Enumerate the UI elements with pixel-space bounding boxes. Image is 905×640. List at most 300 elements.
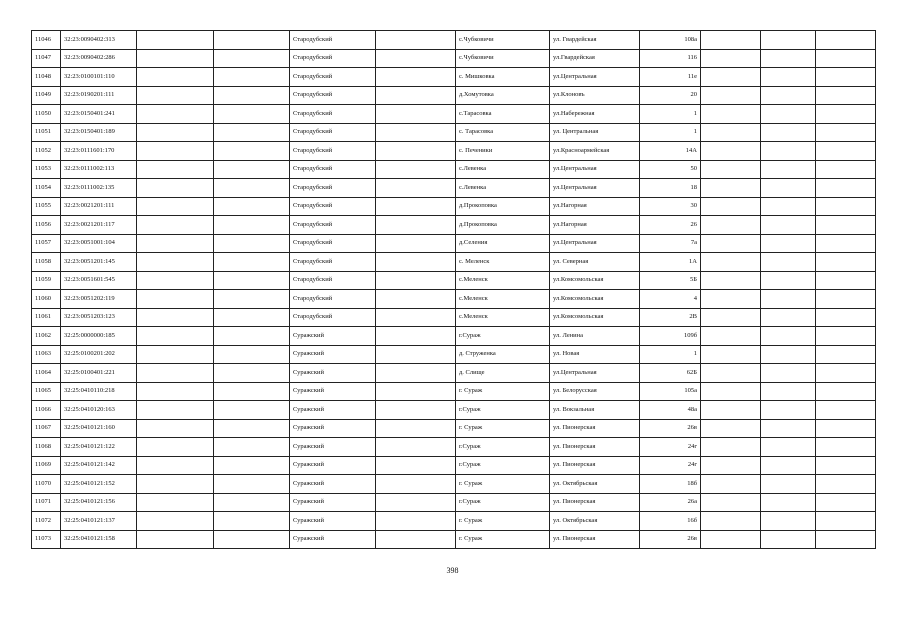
blank-cell-cell xyxy=(816,382,876,401)
blank-cell-cell xyxy=(376,327,456,346)
blank-cell-cell xyxy=(816,105,876,124)
house-number-cell: 109б xyxy=(640,327,701,346)
blank-cell-cell xyxy=(701,234,761,253)
blank-cell-cell xyxy=(214,382,290,401)
cadastral-number-cell: 32:23:0111601:170 xyxy=(61,142,137,161)
cadastral-number-cell: 32:23:0150401:241 xyxy=(61,105,137,124)
table-row xyxy=(32,456,876,475)
blank-cell-cell xyxy=(137,493,214,512)
house-number-cell: 105а xyxy=(640,382,701,401)
blank-cell-cell xyxy=(816,179,876,198)
blank-cell-cell xyxy=(376,382,456,401)
table-row xyxy=(32,308,876,327)
cadastral-number-cell: 32:25:0410121:142 xyxy=(61,456,137,475)
blank-cell-cell xyxy=(376,197,456,216)
blank-cell-cell xyxy=(761,68,816,87)
blank-cell-cell xyxy=(376,364,456,383)
blank-cell-cell xyxy=(137,530,214,549)
blank-cell-cell xyxy=(816,493,876,512)
blank-cell-cell xyxy=(761,31,816,50)
row-number-cell: 11056 xyxy=(32,216,61,235)
street-cell: ул.Центральная xyxy=(550,364,640,383)
table-row xyxy=(32,197,876,216)
table-row xyxy=(32,216,876,235)
blank-cell-cell xyxy=(376,68,456,87)
blank-cell-cell xyxy=(137,49,214,68)
blank-cell-cell xyxy=(761,253,816,272)
settlement-cell: с.Чубковичи xyxy=(456,49,550,68)
blank-cell-cell xyxy=(701,253,761,272)
cadastral-number-cell: 32:23:0021201:111 xyxy=(61,197,137,216)
cadastral-number-cell: 32:25:0410121:160 xyxy=(61,419,137,438)
blank-cell-cell xyxy=(816,419,876,438)
blank-cell-cell xyxy=(137,68,214,87)
blank-cell-cell xyxy=(214,456,290,475)
house-number-cell: 1 xyxy=(640,123,701,142)
row-number-cell: 11069 xyxy=(32,456,61,475)
district-cell: Стародубский xyxy=(290,308,376,327)
row-number-cell: 11067 xyxy=(32,419,61,438)
blank-cell-cell xyxy=(137,160,214,179)
table-row xyxy=(32,475,876,494)
house-number-cell: 2В xyxy=(640,308,701,327)
blank-cell-cell xyxy=(816,86,876,105)
district-cell: Стародубский xyxy=(290,68,376,87)
cadastral-number-cell: 32:25:0410121:152 xyxy=(61,475,137,494)
blank-cell-cell xyxy=(701,271,761,290)
table-row xyxy=(32,530,876,549)
settlement-cell: д. Струженка xyxy=(456,345,550,364)
street-cell: ул.Нагорная xyxy=(550,197,640,216)
settlement-cell: с. Меленск xyxy=(456,253,550,272)
blank-cell-cell xyxy=(214,308,290,327)
blank-cell-cell xyxy=(214,512,290,531)
cadastral-number-cell: 32:25:0000000:185 xyxy=(61,327,137,346)
district-cell: Суражский xyxy=(290,401,376,420)
row-number-cell: 11051 xyxy=(32,123,61,142)
blank-cell-cell xyxy=(376,345,456,364)
blank-cell-cell xyxy=(816,530,876,549)
blank-cell-cell xyxy=(761,327,816,346)
blank-cell-cell xyxy=(137,142,214,161)
blank-cell-cell xyxy=(376,160,456,179)
street-cell: ул.Гвардейская xyxy=(550,49,640,68)
district-cell: Суражский xyxy=(290,438,376,457)
table-row xyxy=(32,234,876,253)
blank-cell-cell xyxy=(214,86,290,105)
cadastral-number-cell: 32:25:0100201:202 xyxy=(61,345,137,364)
street-cell: ул. Северная xyxy=(550,253,640,272)
settlement-cell: с.Левенка xyxy=(456,160,550,179)
blank-cell-cell xyxy=(701,493,761,512)
blank-cell-cell xyxy=(214,419,290,438)
blank-cell-cell xyxy=(701,364,761,383)
house-number-cell: 14А xyxy=(640,142,701,161)
settlement-cell: д.Прокоповка xyxy=(456,216,550,235)
blank-cell-cell xyxy=(816,290,876,309)
blank-cell-cell xyxy=(214,31,290,50)
settlement-cell: г. Сураж xyxy=(456,512,550,531)
blank-cell-cell xyxy=(701,382,761,401)
blank-cell-cell xyxy=(761,123,816,142)
blank-cell-cell xyxy=(214,49,290,68)
table-row xyxy=(32,160,876,179)
blank-cell-cell xyxy=(376,419,456,438)
district-cell: Суражский xyxy=(290,382,376,401)
blank-cell-cell xyxy=(816,216,876,235)
blank-cell-cell xyxy=(816,271,876,290)
settlement-cell: с.Меленск xyxy=(456,290,550,309)
blank-cell-cell xyxy=(816,456,876,475)
blank-cell-cell xyxy=(137,345,214,364)
blank-cell-cell xyxy=(376,308,456,327)
house-number-cell: 48а xyxy=(640,401,701,420)
row-number-cell: 11059 xyxy=(32,271,61,290)
blank-cell-cell xyxy=(214,123,290,142)
blank-cell-cell xyxy=(137,253,214,272)
cadastral-number-cell: 32:23:0051001:104 xyxy=(61,234,137,253)
blank-cell-cell xyxy=(761,105,816,124)
cadastral-number-cell: 32:23:0190201:111 xyxy=(61,86,137,105)
blank-cell-cell xyxy=(761,197,816,216)
blank-cell-cell xyxy=(376,216,456,235)
blank-cell-cell xyxy=(214,179,290,198)
blank-cell-cell xyxy=(137,271,214,290)
row-number-cell: 11047 xyxy=(32,49,61,68)
table-row xyxy=(32,49,876,68)
blank-cell-cell xyxy=(816,234,876,253)
row-number-cell: 11055 xyxy=(32,197,61,216)
blank-cell-cell xyxy=(137,382,214,401)
row-number-cell: 11065 xyxy=(32,382,61,401)
blank-cell-cell xyxy=(761,308,816,327)
blank-cell-cell xyxy=(376,31,456,50)
blank-cell-cell xyxy=(214,530,290,549)
blank-cell-cell xyxy=(701,456,761,475)
settlement-cell: с. Печеники xyxy=(456,142,550,161)
blank-cell-cell xyxy=(816,438,876,457)
blank-cell-cell xyxy=(701,86,761,105)
district-cell: Стародубский xyxy=(290,290,376,309)
blank-cell-cell xyxy=(761,438,816,457)
blank-cell-cell xyxy=(137,290,214,309)
blank-cell-cell xyxy=(761,401,816,420)
blank-cell-cell xyxy=(701,419,761,438)
blank-cell-cell xyxy=(376,512,456,531)
blank-cell-cell xyxy=(137,105,214,124)
cadastral-number-cell: 32:25:0410110:218 xyxy=(61,382,137,401)
blank-cell-cell xyxy=(761,271,816,290)
row-number-cell: 11064 xyxy=(32,364,61,383)
blank-cell-cell xyxy=(701,49,761,68)
district-cell: Стародубский xyxy=(290,253,376,272)
district-cell: Стародубский xyxy=(290,123,376,142)
blank-cell-cell xyxy=(137,364,214,383)
house-number-cell: 26а xyxy=(640,493,701,512)
blank-cell-cell xyxy=(761,456,816,475)
blank-cell-cell xyxy=(376,290,456,309)
blank-cell-cell xyxy=(376,105,456,124)
settlement-cell: д.Хомутовка xyxy=(456,86,550,105)
settlement-cell: с. Мишковка xyxy=(456,68,550,87)
district-cell: Стародубский xyxy=(290,49,376,68)
blank-cell-cell xyxy=(376,271,456,290)
street-cell: ул. Пионерская xyxy=(550,438,640,457)
blank-cell-cell xyxy=(701,290,761,309)
blank-cell-cell xyxy=(214,438,290,457)
blank-cell-cell xyxy=(816,308,876,327)
street-cell: ул. Новая xyxy=(550,345,640,364)
blank-cell-cell xyxy=(701,68,761,87)
page-number: 398 xyxy=(446,566,459,575)
blank-cell-cell xyxy=(376,86,456,105)
blank-cell-cell xyxy=(376,401,456,420)
blank-cell-cell xyxy=(137,31,214,50)
settlement-cell: с. Тарасовка xyxy=(456,123,550,142)
street-cell: ул.Центральная xyxy=(550,179,640,198)
blank-cell-cell xyxy=(761,530,816,549)
house-number-cell: 1А xyxy=(640,253,701,272)
district-cell: Стародубский xyxy=(290,197,376,216)
blank-cell-cell xyxy=(137,419,214,438)
district-cell: Стародубский xyxy=(290,234,376,253)
cadastral-number-cell: 32:23:0090402:313 xyxy=(61,31,137,50)
cadastral-number-cell: 32:23:0100101:110 xyxy=(61,68,137,87)
blank-cell-cell xyxy=(761,345,816,364)
blank-cell-cell xyxy=(701,31,761,50)
table-row xyxy=(32,493,876,512)
settlement-cell: г. Сураж xyxy=(456,475,550,494)
house-number-cell: 1 xyxy=(640,345,701,364)
blank-cell-cell xyxy=(376,123,456,142)
blank-cell-cell xyxy=(701,530,761,549)
cadastral-number-cell: 32:23:0051203:123 xyxy=(61,308,137,327)
blank-cell-cell xyxy=(816,197,876,216)
street-cell: ул.Клоновъ xyxy=(550,86,640,105)
blank-cell-cell xyxy=(701,401,761,420)
blank-cell-cell xyxy=(214,290,290,309)
blank-cell-cell xyxy=(376,142,456,161)
blank-cell-cell xyxy=(761,419,816,438)
blank-cell-cell xyxy=(137,179,214,198)
blank-cell-cell xyxy=(376,530,456,549)
house-number-cell: 30 xyxy=(640,197,701,216)
blank-cell-cell xyxy=(137,216,214,235)
blank-cell-cell xyxy=(761,160,816,179)
row-number-cell: 11050 xyxy=(32,105,61,124)
district-cell: Суражский xyxy=(290,512,376,531)
house-number-cell: 4 xyxy=(640,290,701,309)
cadastral-number-cell: 32:23:0111002:135 xyxy=(61,179,137,198)
blank-cell-cell xyxy=(816,327,876,346)
street-cell: ул. Центральная xyxy=(550,123,640,142)
district-cell: Суражский xyxy=(290,456,376,475)
district-cell: Суражский xyxy=(290,419,376,438)
cadastral-number-cell: 32:25:0410121:137 xyxy=(61,512,137,531)
blank-cell-cell xyxy=(761,475,816,494)
street-cell: ул.Комсомольская xyxy=(550,290,640,309)
blank-cell-cell xyxy=(214,493,290,512)
table-row xyxy=(32,290,876,309)
blank-cell-cell xyxy=(214,327,290,346)
settlement-cell: с.Меленск xyxy=(456,308,550,327)
row-number-cell: 11072 xyxy=(32,512,61,531)
blank-cell-cell xyxy=(816,512,876,531)
blank-cell-cell xyxy=(376,493,456,512)
blank-cell-cell xyxy=(761,86,816,105)
blank-cell-cell xyxy=(701,160,761,179)
blank-cell-cell xyxy=(214,142,290,161)
row-number-cell: 11068 xyxy=(32,438,61,457)
blank-cell-cell xyxy=(214,105,290,124)
table-row xyxy=(32,512,876,531)
street-cell: ул.Нагорная xyxy=(550,216,640,235)
table-body xyxy=(32,31,876,549)
row-number-cell: 11071 xyxy=(32,493,61,512)
cadastral-number-cell: 32:23:0051201:145 xyxy=(61,253,137,272)
blank-cell-cell xyxy=(137,308,214,327)
street-cell: ул.Центральная xyxy=(550,234,640,253)
cadastral-number-cell: 32:23:0051202:119 xyxy=(61,290,137,309)
blank-cell-cell xyxy=(701,475,761,494)
row-number-cell: 11066 xyxy=(32,401,61,420)
blank-cell-cell xyxy=(816,142,876,161)
district-cell: Суражский xyxy=(290,475,376,494)
street-cell: ул. Белорусская xyxy=(550,382,640,401)
blank-cell-cell xyxy=(137,475,214,494)
district-cell: Стародубский xyxy=(290,142,376,161)
house-number-cell: 50 xyxy=(640,160,701,179)
blank-cell-cell xyxy=(761,216,816,235)
house-number-cell: 26в xyxy=(640,419,701,438)
table-row xyxy=(32,31,876,50)
house-number-cell: 116 xyxy=(640,49,701,68)
table-row xyxy=(32,345,876,364)
blank-cell-cell xyxy=(816,49,876,68)
street-cell: ул. Пионерская xyxy=(550,419,640,438)
blank-cell-cell xyxy=(816,253,876,272)
blank-cell-cell xyxy=(214,160,290,179)
table-row xyxy=(32,271,876,290)
table-row xyxy=(32,123,876,142)
blank-cell-cell xyxy=(214,364,290,383)
blank-cell-cell xyxy=(816,123,876,142)
settlement-cell: г. Сураж xyxy=(456,419,550,438)
house-number-cell: 26 xyxy=(640,216,701,235)
settlement-cell: г. Сураж xyxy=(456,530,550,549)
row-number-cell: 11060 xyxy=(32,290,61,309)
district-cell: Суражский xyxy=(290,493,376,512)
district-cell: Суражский xyxy=(290,327,376,346)
blank-cell-cell xyxy=(701,216,761,235)
blank-cell-cell xyxy=(701,345,761,364)
street-cell: ул.Центральная xyxy=(550,68,640,87)
blank-cell-cell xyxy=(137,401,214,420)
row-number-cell: 11048 xyxy=(32,68,61,87)
row-number-cell: 11063 xyxy=(32,345,61,364)
table-row xyxy=(32,382,876,401)
street-cell: ул. Октябрьская xyxy=(550,475,640,494)
table-row xyxy=(32,142,876,161)
settlement-cell: д.Селения xyxy=(456,234,550,253)
district-cell: Суражский xyxy=(290,530,376,549)
row-number-cell: 11073 xyxy=(32,530,61,549)
blank-cell-cell xyxy=(137,456,214,475)
house-number-cell: 5Б xyxy=(640,271,701,290)
settlement-cell: г.Сураж xyxy=(456,327,550,346)
house-number-cell: 16б xyxy=(640,512,701,531)
row-number-cell: 11054 xyxy=(32,179,61,198)
blank-cell-cell xyxy=(214,234,290,253)
table-row xyxy=(32,68,876,87)
row-number-cell: 11057 xyxy=(32,234,61,253)
row-number-cell: 11058 xyxy=(32,253,61,272)
district-cell: Стародубский xyxy=(290,271,376,290)
blank-cell-cell xyxy=(761,382,816,401)
street-cell: ул.Красноармейская xyxy=(550,142,640,161)
blank-cell-cell xyxy=(816,31,876,50)
street-cell: ул. Ленина xyxy=(550,327,640,346)
row-number-cell: 11062 xyxy=(32,327,61,346)
blank-cell-cell xyxy=(137,234,214,253)
blank-cell-cell xyxy=(701,197,761,216)
house-number-cell: 108а xyxy=(640,31,701,50)
property-table xyxy=(31,30,876,549)
blank-cell-cell xyxy=(816,160,876,179)
blank-cell-cell xyxy=(214,271,290,290)
settlement-cell: г.Сураж xyxy=(456,401,550,420)
table-row xyxy=(32,86,876,105)
district-cell: Стародубский xyxy=(290,105,376,124)
settlement-cell: с.Меленск xyxy=(456,271,550,290)
house-number-cell: 24г xyxy=(640,438,701,457)
house-number-cell: 18 xyxy=(640,179,701,198)
blank-cell-cell xyxy=(137,197,214,216)
row-number-cell: 11049 xyxy=(32,86,61,105)
row-number-cell: 11061 xyxy=(32,308,61,327)
blank-cell-cell xyxy=(376,438,456,457)
blank-cell-cell xyxy=(214,253,290,272)
cadastral-number-cell: 32:23:0150401:189 xyxy=(61,123,137,142)
house-number-cell: 26в xyxy=(640,530,701,549)
district-cell: Стародубский xyxy=(290,86,376,105)
blank-cell-cell xyxy=(137,123,214,142)
blank-cell-cell xyxy=(816,345,876,364)
district-cell: Стародубский xyxy=(290,31,376,50)
settlement-cell: г.Сураж xyxy=(456,493,550,512)
blank-cell-cell xyxy=(137,512,214,531)
house-number-cell: 18б xyxy=(640,475,701,494)
blank-cell-cell xyxy=(701,142,761,161)
house-number-cell: 11е xyxy=(640,68,701,87)
cadastral-number-cell: 32:23:0090402:286 xyxy=(61,49,137,68)
row-number-cell: 11052 xyxy=(32,142,61,161)
blank-cell-cell xyxy=(761,290,816,309)
settlement-cell: г.Сураж xyxy=(456,438,550,457)
table-row xyxy=(32,419,876,438)
blank-cell-cell xyxy=(761,364,816,383)
cadastral-number-cell: 32:25:0410121:156 xyxy=(61,493,137,512)
blank-cell-cell xyxy=(701,512,761,531)
street-cell: ул. Пионерская xyxy=(550,493,640,512)
street-cell: ул.Комсомольская xyxy=(550,271,640,290)
settlement-cell: д.Прокоповка xyxy=(456,197,550,216)
blank-cell-cell xyxy=(137,327,214,346)
blank-cell-cell xyxy=(816,364,876,383)
table-row xyxy=(32,438,876,457)
blank-cell-cell xyxy=(214,216,290,235)
settlement-cell: г.Сураж xyxy=(456,456,550,475)
